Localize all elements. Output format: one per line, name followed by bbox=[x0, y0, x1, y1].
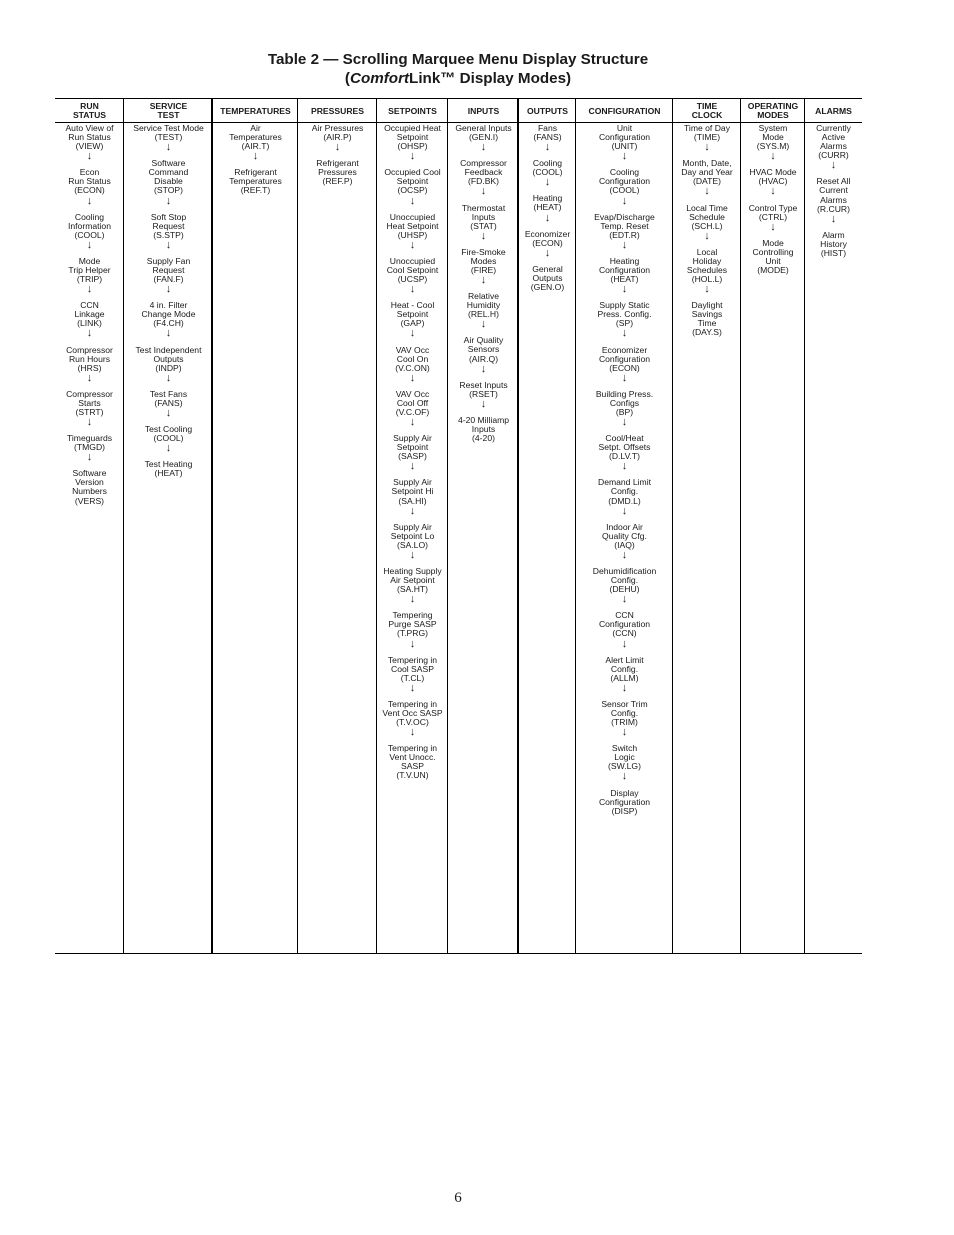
menu-item-label: Compressor Feedback (FD.BK) bbox=[460, 158, 507, 187]
menu-item bbox=[805, 124, 862, 170]
menu-item-label: Unit Configuration (UNIT) bbox=[598, 123, 651, 152]
menu-item bbox=[741, 124, 805, 161]
table-column bbox=[805, 98, 862, 954]
menu-item-label: Mode Controlling Unit (MODE) bbox=[752, 237, 794, 275]
down-arrow-icon: ↓ bbox=[409, 371, 416, 384]
menu-item bbox=[377, 744, 448, 780]
down-arrow-icon: ↓ bbox=[165, 194, 172, 207]
table-column bbox=[448, 98, 519, 954]
down-arrow-icon: ↓ bbox=[409, 548, 416, 561]
down-arrow-icon: ↓ bbox=[544, 176, 551, 189]
menu-item-label: VAV Occ Cool Off (V.C.OF) bbox=[395, 388, 430, 417]
menu-item bbox=[805, 231, 862, 258]
menu-item bbox=[576, 168, 673, 205]
menu-item bbox=[673, 204, 741, 241]
column-header: CONFIGURATION bbox=[588, 105, 661, 116]
menu-item bbox=[55, 469, 124, 505]
down-arrow-icon: ↓ bbox=[704, 283, 710, 296]
menu-item-label: Compressor Starts (STRT) bbox=[66, 388, 113, 417]
menu-item-label: Software Command Disable (STOP) bbox=[148, 158, 189, 196]
menu-item bbox=[576, 523, 673, 560]
menu-item-label: Daylight Savings Time (DAY.S) bbox=[691, 300, 723, 338]
column-header: PRESSURES bbox=[310, 105, 364, 116]
menu-item bbox=[55, 390, 124, 427]
down-arrow-icon: ↓ bbox=[409, 593, 416, 606]
table-column bbox=[519, 98, 576, 954]
menu-item bbox=[741, 204, 805, 232]
table-column bbox=[673, 98, 741, 954]
menu-item bbox=[673, 248, 741, 294]
menu-item bbox=[448, 416, 519, 443]
menu-item bbox=[377, 611, 448, 648]
menu-item-label: Building Press. Configs (BP) bbox=[595, 388, 654, 417]
menu-item-label: Relative Humidity (REL.H) bbox=[466, 291, 501, 320]
menu-item bbox=[124, 301, 213, 338]
menu-item-label: Tempering Purge SASP (T.PRG) bbox=[388, 610, 437, 639]
menu-item bbox=[298, 124, 377, 152]
down-arrow-icon: ↓ bbox=[770, 150, 776, 163]
down-arrow-icon: ↓ bbox=[480, 185, 487, 198]
menu-item bbox=[55, 301, 124, 338]
down-arrow-icon: ↓ bbox=[409, 283, 416, 296]
down-arrow-icon: ↓ bbox=[544, 246, 551, 259]
menu-item bbox=[377, 434, 448, 471]
down-arrow-icon: ↓ bbox=[409, 194, 416, 207]
menu-item bbox=[741, 168, 805, 196]
column-header: TIME CLOCK bbox=[691, 101, 723, 120]
menu-item-label: Refrigerant Temperatures (REF.T) bbox=[229, 167, 282, 196]
down-arrow-icon: ↓ bbox=[621, 460, 628, 473]
down-arrow-icon: ↓ bbox=[621, 593, 628, 606]
table-column bbox=[55, 98, 124, 954]
down-arrow-icon: ↓ bbox=[480, 274, 487, 287]
menu-item-label: Cooling Information (COOL) bbox=[68, 211, 111, 240]
down-arrow-icon: ↓ bbox=[770, 220, 776, 233]
down-arrow-icon: ↓ bbox=[621, 548, 628, 561]
down-arrow-icon: ↓ bbox=[252, 150, 259, 163]
menu-item bbox=[448, 248, 519, 285]
menu-item bbox=[377, 168, 448, 205]
down-arrow-icon: ↓ bbox=[409, 150, 416, 163]
menu-item bbox=[673, 124, 741, 152]
menu-item bbox=[55, 434, 124, 462]
menu-item-label: General Outputs (GEN.O) bbox=[530, 263, 565, 292]
down-arrow-icon: ↓ bbox=[334, 141, 341, 154]
table-title bbox=[0, 51, 916, 88]
menu-item bbox=[576, 346, 673, 383]
menu-item bbox=[448, 204, 519, 241]
menu-item bbox=[673, 301, 741, 337]
menu-item-label: Software Version Numbers (VERS) bbox=[72, 468, 107, 506]
menu-item-label: Air Temperatures (AIR.T) bbox=[229, 123, 282, 152]
menu-item-label: Month, Date, Day and Year (DATE) bbox=[681, 158, 733, 187]
menu-item bbox=[377, 124, 448, 161]
down-arrow-icon: ↓ bbox=[86, 451, 93, 464]
down-arrow-icon: ↓ bbox=[704, 185, 710, 198]
column-header: OUTPUTS bbox=[526, 105, 569, 116]
title-brand-italic: Comfort bbox=[349, 69, 410, 87]
menu-item-label: 4 in. Filter Change Mode (F4.CH) bbox=[141, 300, 196, 329]
menu-item bbox=[576, 390, 673, 427]
table-column bbox=[213, 98, 298, 954]
menu-item bbox=[55, 168, 124, 205]
down-arrow-icon: ↓ bbox=[480, 141, 487, 154]
menu-item-label: Test Independent Outputs (INDP) bbox=[135, 344, 202, 373]
menu-item bbox=[576, 434, 673, 471]
menu-item-label: Heating Configuration (HEAT) bbox=[598, 255, 651, 285]
menu-item bbox=[576, 124, 673, 161]
menu-item-label: Heating Supply Air Setpoint (SA.HT) bbox=[383, 566, 442, 595]
menu-item-label: Reset All Current Alarms (R.CUR) bbox=[816, 176, 851, 214]
column-header: SETPOINTS bbox=[388, 105, 437, 116]
down-arrow-icon: ↓ bbox=[544, 211, 551, 224]
menu-structure-table bbox=[55, 98, 862, 955]
menu-item bbox=[448, 292, 519, 329]
menu-item bbox=[124, 159, 213, 205]
menu-item-label: Tempering in Vent Occ SASP (T.V.OC) bbox=[382, 698, 443, 728]
down-arrow-icon: ↓ bbox=[621, 283, 628, 296]
column-header: INPUTS bbox=[467, 105, 500, 116]
menu-item-label: Timeguards (TMGD) bbox=[66, 433, 113, 453]
table-column bbox=[124, 98, 213, 954]
menu-item-label: Switch Logic (SW.LG) bbox=[608, 743, 641, 772]
column-header: ALARMS bbox=[815, 105, 852, 116]
down-arrow-icon: ↓ bbox=[165, 406, 172, 419]
menu-item bbox=[519, 265, 576, 292]
menu-item bbox=[519, 124, 576, 152]
menu-item bbox=[448, 124, 519, 152]
menu-item-label: Alarm History (HIST) bbox=[820, 229, 847, 258]
menu-item-label: Unoccupied Heat Setpoint (UHSP) bbox=[386, 211, 439, 240]
menu-item-label: Occupied Heat Setpoint (OHSP) bbox=[384, 123, 441, 152]
menu-item-label: Tempering in Cool SASP (T.CL) bbox=[387, 654, 438, 683]
menu-item bbox=[805, 177, 862, 223]
menu-item bbox=[576, 744, 673, 781]
menu-item-label: CCN Configuration (CCN) bbox=[598, 610, 651, 639]
menu-item bbox=[298, 159, 377, 186]
menu-item bbox=[519, 159, 576, 187]
menu-item bbox=[576, 789, 673, 816]
menu-item-label: General Inputs (GEN.I) bbox=[455, 123, 512, 143]
menu-item bbox=[124, 124, 213, 152]
menu-item bbox=[377, 700, 448, 737]
down-arrow-icon: ↓ bbox=[621, 238, 628, 251]
menu-item bbox=[448, 381, 519, 409]
table-column bbox=[298, 98, 377, 954]
down-arrow-icon: ↓ bbox=[165, 141, 172, 154]
down-arrow-icon: ↓ bbox=[544, 141, 551, 154]
down-arrow-icon: ↓ bbox=[86, 327, 93, 340]
down-arrow-icon: ↓ bbox=[621, 194, 628, 207]
menu-item bbox=[377, 213, 448, 250]
menu-item-label: Compressor Run Hours (HRS) bbox=[66, 344, 113, 373]
column-header: SERVICE TEST bbox=[149, 101, 188, 120]
menu-item bbox=[377, 390, 448, 427]
menu-item-label: Mode Trip Helper (TRIP) bbox=[68, 255, 111, 285]
down-arrow-icon: ↓ bbox=[165, 371, 172, 384]
menu-item-label: Test Heating (HEAT) bbox=[144, 459, 193, 479]
down-arrow-icon: ↓ bbox=[409, 238, 416, 251]
menu-item-label: Economizer Configuration (ECON) bbox=[598, 344, 651, 373]
down-arrow-icon: ↓ bbox=[165, 327, 172, 340]
down-arrow-icon: ↓ bbox=[409, 327, 416, 340]
menu-item bbox=[55, 124, 124, 161]
column-header: OPERATING MODES bbox=[747, 101, 799, 120]
menu-item-label: Fire-Smoke Modes (FIRE) bbox=[461, 246, 506, 275]
menu-item-label: Control Type (CTRL) bbox=[748, 202, 798, 222]
down-arrow-icon: ↓ bbox=[621, 416, 628, 429]
menu-item bbox=[377, 346, 448, 383]
menu-item-label: Service Test Mode (TEST) bbox=[133, 123, 204, 143]
down-arrow-icon: ↓ bbox=[165, 283, 172, 296]
menu-item-label: Supply Fan Request (FAN.F) bbox=[146, 255, 191, 285]
menu-item-label: Thermostat Inputs (STAT) bbox=[461, 202, 506, 231]
menu-item bbox=[673, 159, 741, 196]
down-arrow-icon: ↓ bbox=[621, 770, 628, 783]
down-arrow-icon: ↓ bbox=[409, 460, 416, 473]
table-column bbox=[377, 98, 448, 954]
menu-item-label: Supply Air Setpoint Hi (SA.HI) bbox=[391, 477, 434, 506]
menu-item bbox=[377, 301, 448, 338]
menu-item bbox=[576, 478, 673, 515]
menu-item-label: Alert Limit Config. (ALLM) bbox=[605, 654, 644, 683]
menu-item-label: Test Fans (FANS) bbox=[149, 388, 188, 408]
menu-item-label: Sensor Trim Config. (TRIM) bbox=[601, 698, 648, 728]
menu-item bbox=[55, 346, 124, 383]
menu-item-label: Econ Run Status (ECON) bbox=[68, 167, 111, 196]
title-line-2 bbox=[0, 70, 916, 89]
menu-item-label: Occupied Cool Setpoint (OCSP) bbox=[384, 167, 441, 196]
menu-item bbox=[377, 523, 448, 560]
menu-item-label: Cool/Heat Setpt. Offsets (D.LV.T) bbox=[598, 433, 651, 462]
down-arrow-icon: ↓ bbox=[621, 637, 628, 650]
menu-item bbox=[519, 194, 576, 222]
down-arrow-icon: ↓ bbox=[86, 194, 93, 207]
menu-item bbox=[213, 124, 298, 161]
menu-item bbox=[213, 168, 298, 195]
menu-item-label: VAV Occ Cool On (V.C.ON) bbox=[395, 344, 430, 373]
menu-item-label: HVAC Mode (HVAC) bbox=[749, 167, 797, 187]
menu-item bbox=[124, 346, 213, 383]
menu-item-label: Cooling (COOL) bbox=[532, 158, 563, 178]
menu-item bbox=[377, 257, 448, 294]
down-arrow-icon: ↓ bbox=[165, 238, 172, 251]
menu-item bbox=[448, 159, 519, 196]
title-open-paren: ( bbox=[344, 69, 350, 87]
menu-item bbox=[377, 478, 448, 515]
menu-item bbox=[576, 567, 673, 604]
column-header: TEMPERATURES bbox=[220, 105, 291, 116]
menu-item bbox=[124, 257, 213, 294]
menu-item-label: Cooling Configuration (COOL) bbox=[598, 167, 651, 196]
down-arrow-icon: ↓ bbox=[770, 185, 776, 198]
menu-item bbox=[741, 239, 805, 275]
menu-item-label: System Mode (SYS.M) bbox=[756, 123, 790, 152]
column-header: RUN STATUS bbox=[72, 101, 107, 120]
menu-item bbox=[124, 425, 213, 453]
menu-item-label: Reset Inputs (RSET) bbox=[459, 379, 508, 399]
menu-item bbox=[448, 336, 519, 373]
menu-item bbox=[124, 460, 213, 478]
down-arrow-icon: ↓ bbox=[480, 362, 487, 375]
menu-item-label: Economizer (ECON) bbox=[524, 228, 571, 248]
menu-item-label: CCN Linkage (LINK) bbox=[74, 300, 105, 329]
down-arrow-icon: ↓ bbox=[480, 229, 487, 242]
menu-item bbox=[377, 656, 448, 693]
menu-item bbox=[519, 230, 576, 258]
menu-item-label: Air Pressures (AIR.P) bbox=[311, 123, 364, 143]
down-arrow-icon: ↓ bbox=[86, 150, 93, 163]
down-arrow-icon: ↓ bbox=[830, 212, 837, 225]
menu-item-label: Demand Limit Config. (DMD.L) bbox=[597, 477, 651, 506]
down-arrow-icon: ↓ bbox=[621, 371, 628, 384]
menu-item bbox=[576, 611, 673, 648]
menu-item-label: Time of Day (TIME) bbox=[683, 123, 730, 143]
menu-item-label: Soft Stop Request (S.STP) bbox=[150, 211, 187, 240]
menu-item-label: Local Time Schedule (SCH.L) bbox=[686, 202, 728, 231]
down-arrow-icon: ↓ bbox=[86, 238, 93, 251]
menu-item bbox=[55, 213, 124, 250]
menu-item bbox=[576, 301, 673, 338]
page-number: 6 bbox=[454, 1190, 462, 1206]
menu-item-label: 4-20 Milliamp Inputs (4-20) bbox=[457, 414, 510, 444]
menu-item-label: Tempering in Vent Unocc. SASP (T.V.UN) bbox=[387, 743, 438, 781]
menu-item bbox=[55, 257, 124, 294]
menu-item-label: Supply Air Setpoint Lo (SA.LO) bbox=[390, 521, 435, 550]
menu-item-label: Indoor Air Quality Cfg. (IAQ) bbox=[602, 521, 647, 550]
down-arrow-icon: ↓ bbox=[409, 726, 416, 739]
menu-item-label: Local Holiday Schedules (HOL.L) bbox=[686, 246, 728, 285]
menu-item bbox=[124, 213, 213, 250]
down-arrow-icon: ↓ bbox=[480, 397, 487, 410]
down-arrow-icon: ↓ bbox=[830, 159, 837, 172]
menu-item-label: Heating (HEAT) bbox=[532, 193, 563, 213]
menu-item-label: Refrigerant Pressures (REF.P) bbox=[316, 158, 359, 187]
title-line-2-rest: Link™ Display Modes) bbox=[409, 69, 572, 87]
down-arrow-icon: ↓ bbox=[86, 371, 93, 384]
menu-item-label: Supply Air Setpoint (SASP) bbox=[393, 433, 432, 462]
title-line-1: Table 2 — Scrolling Marquee Menu Display Structure bbox=[267, 51, 649, 68]
down-arrow-icon: ↓ bbox=[409, 637, 416, 650]
menu-item-label: Test Cooling (COOL) bbox=[144, 424, 193, 444]
menu-item bbox=[576, 656, 673, 693]
down-arrow-icon: ↓ bbox=[165, 442, 172, 455]
menu-item-label: Fans (FANS) bbox=[533, 123, 562, 143]
down-arrow-icon: ↓ bbox=[621, 726, 628, 739]
table-column bbox=[741, 98, 805, 954]
table-column bbox=[576, 98, 673, 954]
down-arrow-icon: ↓ bbox=[704, 229, 710, 242]
down-arrow-icon: ↓ bbox=[621, 327, 628, 340]
menu-item-label: Currently Active Alarms (CURR) bbox=[816, 123, 851, 161]
menu-item bbox=[377, 567, 448, 604]
menu-item bbox=[124, 390, 213, 418]
down-arrow-icon: ↓ bbox=[621, 504, 628, 517]
menu-item-label: Supply Static Press. Config. (SP) bbox=[597, 300, 652, 329]
menu-item-label: Display Configuration (DISP) bbox=[598, 787, 651, 816]
down-arrow-icon: ↓ bbox=[409, 504, 416, 517]
down-arrow-icon: ↓ bbox=[704, 141, 710, 154]
down-arrow-icon: ↓ bbox=[86, 416, 93, 429]
down-arrow-icon: ↓ bbox=[621, 150, 628, 163]
menu-item-label: Unoccupied Cool Setpoint (UCSP) bbox=[386, 255, 439, 285]
down-arrow-icon: ↓ bbox=[621, 681, 628, 694]
menu-item-label: Heat - Cool Setpoint (GAP) bbox=[390, 300, 435, 329]
down-arrow-icon: ↓ bbox=[409, 416, 416, 429]
menu-item bbox=[576, 700, 673, 737]
down-arrow-icon: ↓ bbox=[409, 681, 416, 694]
menu-item-label: Evap/Discharge Temp. Reset (EDT.R) bbox=[594, 211, 655, 240]
down-arrow-icon: ↓ bbox=[86, 283, 93, 296]
down-arrow-icon: ↓ bbox=[480, 318, 487, 331]
menu-item-label: Air Quality Sensors (AIR.Q) bbox=[463, 335, 504, 364]
menu-item-label: Dehumidification Config. (DEHU) bbox=[592, 566, 657, 595]
menu-item-label: Auto View of Run Status (VIEW) bbox=[65, 123, 114, 152]
menu-item bbox=[576, 213, 673, 250]
menu-item bbox=[576, 257, 673, 294]
